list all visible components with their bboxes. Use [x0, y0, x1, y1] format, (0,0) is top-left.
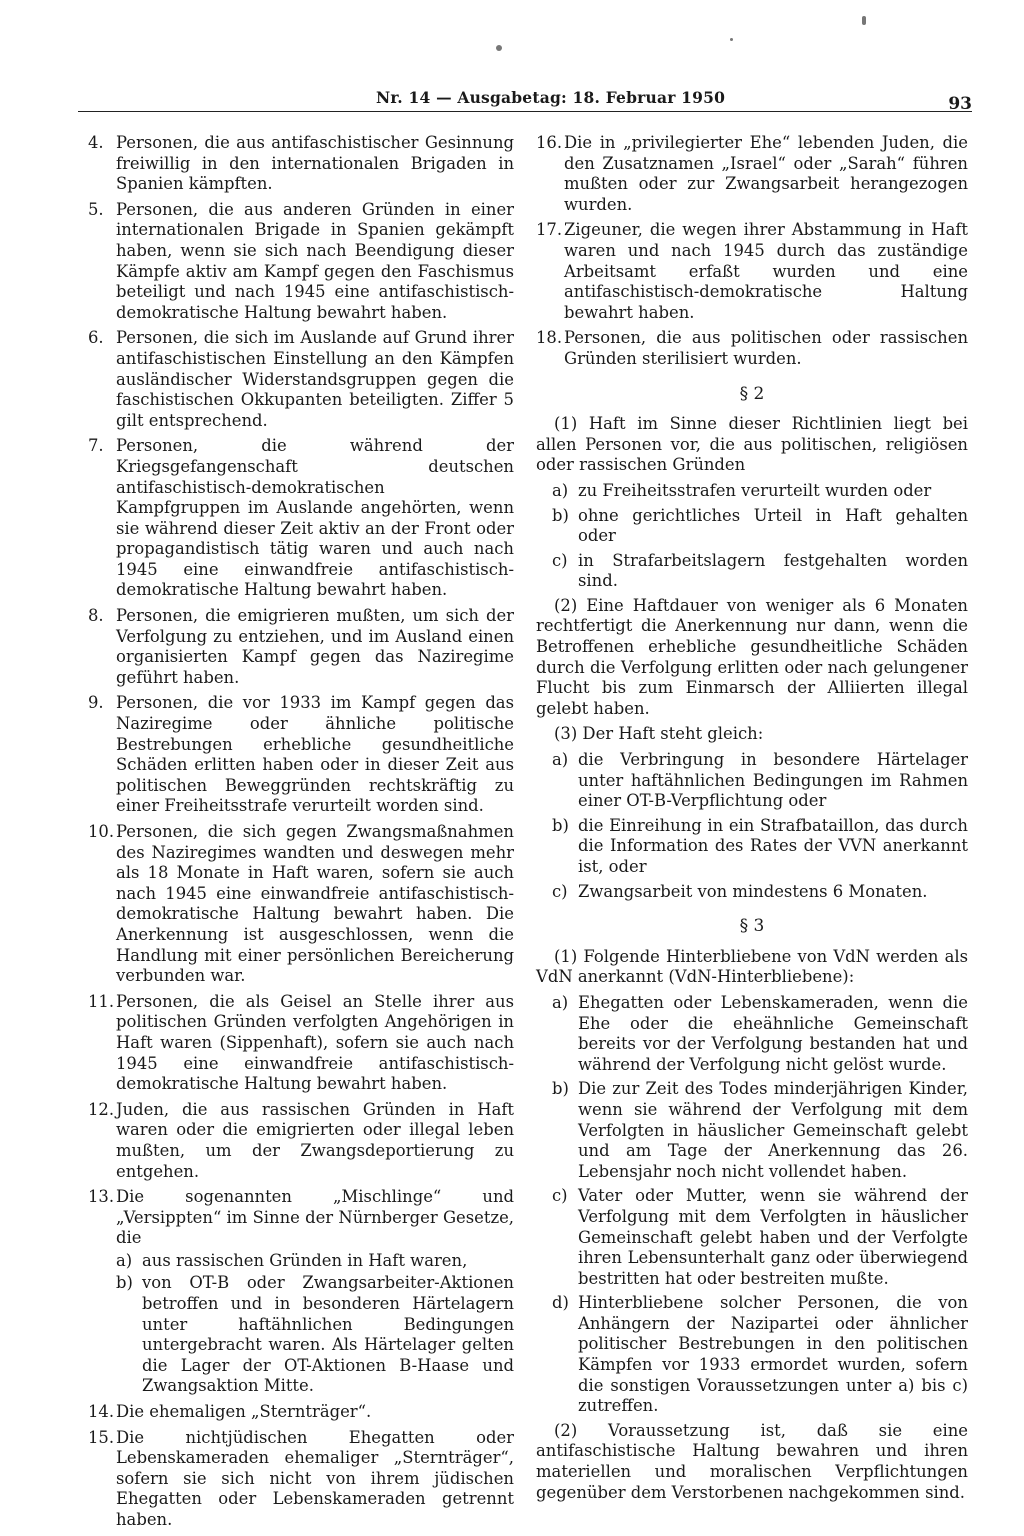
- page-header: [78, 88, 972, 114]
- item-text: Personen, die während der Kriegsgefangenschaft deutschen antifaschistisch-demokratischen Kampfgruppen im Auslande angehörten, wenn sie während dieser Zeit aktiv an der Front oder propagandistisch tätig waren und auch nach 1945 eine einwandfreie antifaschistisch-demokratische Haltung bewahrt haben.: [116, 436, 514, 600]
- sub-item-label: a): [552, 992, 569, 1012]
- item-text: Personen, die sich im Auslande auf Grund ihrer antifaschistischen Einstellung an den Kämpfen ausländischer Widerstandsgruppen gegen die faschistischen Okkupanten beteiligten. Ziffer 5 gilt entsprechend.: [116, 328, 514, 430]
- scan-speck: [862, 16, 866, 25]
- scan-speck: [730, 38, 733, 41]
- sub-item: [536, 993, 968, 1075]
- item-text: Personen, die als Geisel an Stelle ihrer aus politischen Gründen verfolgten Angehörigen in Haft waren (Sippenhaft), sofern sie auch nach 1945 eine einwandfreie antifaschistisch-demokratische Haltung bewahrt haben.: [116, 991, 514, 1094]
- sub-item-label: d): [552, 1293, 569, 1313]
- sub-item-label: a): [552, 750, 569, 770]
- item-number: 8.: [88, 606, 104, 626]
- paragraph: (2) Voraussetzung ist, daß sie eine antifaschistische Haltung bewahren und ihren materiellen und moralischen Verpflichtungen gegenüber dem Verstorbenen nachgekommen sind.: [536, 1420, 968, 1502]
- sub-item-label: b): [552, 1079, 569, 1099]
- sub-item-text: Vater oder Mutter, wenn sie während der Verfolgung mit dem Verfolgten in häuslicher Gemeinschaft gelebt haben und der Verfolgte ihren Lebensunterhalt ganz oder überwiegend bestritten hat oder bestreiten mußte.: [578, 1186, 968, 1288]
- sub-item-label: c): [552, 881, 568, 901]
- item-text: Personen, die aus anderen Gründen in einer internationalen Brigade in Spanien gekämpft haben, wenn sie sich nach Beendigung dieser Kämpfe aktiv am Kampf gegen den Faschismus beteiligt und nach 1945 eine antifaschistisch-demokratische Haltung bewahrt haben.: [116, 199, 514, 322]
- item-number: 6.: [88, 328, 104, 348]
- right-column: [536, 133, 968, 1508]
- sub-item-text: Die zur Zeit des Todes minderjährigen Kinder, wenn sie während der Verfolgung mit dem Verfolgten in häuslicher Gemeinschaft gelebt und am Tage der Anerkennung das 26. Lebensjahr noch nicht vollendet haben.: [578, 1079, 968, 1181]
- list-item: [88, 693, 514, 817]
- sub-item-text: zu Freiheitsstrafen verurteilt wurden oder: [578, 480, 932, 500]
- sub-item-text: Hinterbliebene solcher Personen, die von Anhängern der Nazipartei oder ähnlicher politischer Bestrebungen in den politischen Kämpfen vor 1933 ermordet wurden, sofern die sonstigen Voraussetzungen unter a) bis c) zutreffen.: [578, 1293, 968, 1416]
- sub-item-text: die Verbringung in besondere Härtelager unter haftähnlichen Bedingungen im Rahmen einer OT-B-Verpflichtung oder: [578, 750, 968, 811]
- list-item: [88, 1187, 514, 1249]
- sub-item: [536, 1079, 968, 1182]
- sub-item-text: aus rassischen Gründen in Haft waren,: [142, 1250, 468, 1270]
- sub-item-label: a): [116, 1250, 133, 1270]
- section-heading: § 3: [739, 916, 765, 937]
- list-item: [536, 220, 968, 323]
- item-number: 5.: [88, 199, 104, 219]
- sub-item-label: b): [116, 1273, 133, 1293]
- sub-item: [536, 882, 968, 903]
- section-heading: § 2: [739, 383, 765, 404]
- sub-item-label: c): [552, 550, 568, 570]
- header-title: Nr. 14 — Ausgabetag: 18. Februar 1950: [376, 88, 726, 107]
- sub-item-text: in Strafarbeitslagern festgehalten worden sind.: [578, 550, 968, 591]
- item-number: 12.: [88, 1099, 115, 1119]
- item-number: 4.: [88, 133, 104, 152]
- sub-item: [536, 506, 968, 547]
- list-item: [88, 200, 514, 324]
- paragraph: (2) Eine Haftdauer von weniger als 6 Monaten rechtfertigt die Anerkennung nur dann, wenn die Betroffenen erhebliche gesundheitliche Schäden durch die Verfolgung erlitten oder nach gelungener Flucht bis zum Einmarsch der Alliierten illegal gelebt haben.: [536, 595, 968, 718]
- item-number: 9.: [88, 693, 104, 713]
- scan-speck: [496, 45, 502, 51]
- sub-item-label: c): [552, 1186, 568, 1206]
- sub-item-text: die Einreihung in ein Strafbataillon, das durch die Information des Rates der VVN anerkannt ist, oder: [578, 815, 968, 876]
- item-text: Personen, die aus politischen oder rassischen Gründen sterilisiert wurden.: [564, 328, 968, 368]
- list-item: [88, 606, 514, 688]
- list-item: [88, 1100, 514, 1182]
- paragraph: (1) Haft im Sinne dieser Richtlinien liegt bei allen Personen vor, die aus politischen, religiösen oder rassischen Gründen: [536, 414, 968, 475]
- item-number: 13.: [88, 1187, 115, 1207]
- item-number: 7.: [88, 436, 104, 456]
- left-column: [88, 133, 514, 1536]
- sub-item-text: ohne gerichtliches Urteil in Haft gehalten oder: [578, 505, 968, 546]
- item-text: Personen, die emigrieren mußten, um sich der Verfolgung zu entziehen, und im Ausland einen organisierten Kampf gegen das Naziregime geführt haben.: [116, 606, 514, 687]
- list-item: [536, 133, 968, 215]
- item-text: Die ehemaligen „Sternträger“.: [116, 1402, 372, 1422]
- list-item: [88, 992, 514, 1095]
- list-item: [88, 133, 514, 195]
- list-item: [88, 822, 514, 987]
- sub-item-label: a): [552, 480, 569, 500]
- item-text: Personen, die sich gegen Zwangsmaßnahmen des Naziregimes wandten und deswegen mehr als 18 Monate in Haft waren, sofern sie auch nach 1945 eine einwandfreie antifaschistisch-demokratische Haltung bewahrt haben. Die Anerkennung ist ausgeschlossen, wenn die Handlung mit einer persönlichen Bereicherung verbunden war.: [116, 822, 514, 986]
- item-text: Die sogenannten „Mischlinge“ und „Versippten“ im Sinne der Nürnberger Gesetze, die: [116, 1187, 514, 1248]
- item-text: Die nichtjüdischen Ehegatten oder Lebenskameraden ehemaliger „Sternträger“, sofern sie sich nicht von ihrem jüdischen Ehegatten oder Lebenskameraden getrennt haben.: [116, 1427, 514, 1529]
- item-number: 14.: [88, 1402, 115, 1422]
- item-text: Personen, die aus antifaschistischer Gesinnung freiwillig in den internationalen Brigaden in Spanien kämpften.: [116, 133, 514, 194]
- sub-item: [536, 481, 968, 502]
- paragraph: (1) Folgende Hinterbliebene von VdN werden als VdN anerkannt (VdN-Hinterbliebene):: [536, 946, 968, 987]
- page-number: 93: [948, 94, 972, 114]
- sub-item: [116, 1251, 514, 1272]
- list-item: [88, 1402, 514, 1423]
- paragraph: (3) Der Haft steht gleich:: [554, 724, 764, 744]
- item-number: 10.: [88, 822, 115, 841]
- item-text: Zigeuner, die wegen ihrer Abstammung in Haft waren und nach 1945 durch das zuständige Arbeitsamt erfaßt wurden und eine antifaschistisch-demokratische Haltung bewahrt haben.: [564, 220, 968, 322]
- sub-item-text: Ehegatten oder Lebenskameraden, wenn die Ehe oder die eheähnliche Gemeinschaft bereits vor der Verfolgung bestanden hat und während der Verfolgung nicht gelöst wurde.: [578, 992, 968, 1074]
- item-text: Die in „privilegierter Ehe“ lebenden Juden, die den Zusatznamen „Israel“ oder „Sarah“ führen mußten oder zur Zwangsarbeit herangezogen wurden.: [564, 133, 968, 214]
- sub-item: [536, 1293, 968, 1417]
- sub-item: [536, 551, 968, 592]
- item-number: 18.: [536, 328, 563, 348]
- item-text: Juden, die aus rassischen Gründen in Haft waren oder die emigrierten oder illegal leben mußten, um der Zwangsdeportierung zu entgehen.: [116, 1099, 514, 1181]
- list-item: [88, 328, 514, 431]
- item-number: 11.: [88, 991, 115, 1011]
- list-item: [88, 1428, 514, 1531]
- list-item: [536, 328, 968, 369]
- item-text: Personen, die vor 1933 im Kampf gegen das Naziregime oder ähnliche politische Bestrebungen erhebliche gesundheitliche Schäden erlitten haben oder in dieser Zeit aus politischen Beweggründen rechtskräftig zu einer Freiheitsstrafe verurteilt worden sind.: [116, 693, 514, 816]
- sub-item-label: b): [552, 505, 569, 525]
- item-number: 17.: [536, 220, 563, 240]
- list-item: [88, 436, 514, 601]
- sub-item: [116, 1273, 514, 1397]
- sub-item: [536, 1186, 968, 1289]
- sub-item-text: Zwangsarbeit von mindestens 6 Monaten.: [578, 881, 928, 901]
- sub-item-label: b): [552, 815, 569, 835]
- item-number: 16.: [536, 133, 563, 152]
- sub-item: [536, 816, 968, 878]
- header-rule: [78, 111, 972, 112]
- item-number: 15.: [88, 1427, 115, 1447]
- sub-item-text: von OT-B oder Zwangsarbeiter-Aktionen betroffen und in besonderen Härtelagern unter haftähnlichen Bedingungen untergebracht waren. Als Härtelager gelten die Lager der OT-Aktionen B-Haase und Zwangsaktion Mitte.: [142, 1273, 514, 1396]
- sub-item: [536, 750, 968, 812]
